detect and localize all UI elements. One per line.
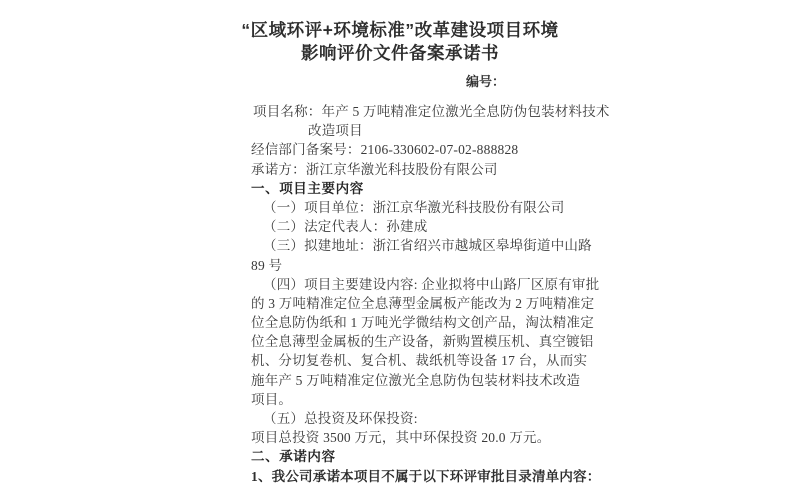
doc-line: 机、分切复卷机、复合机、裁纸机等设备 17 台，从而实 [251, 353, 588, 369]
doc-line: （三）拟建地址：浙江省绍兴市越城区皋埠街道中山路 [263, 238, 592, 254]
doc-line: （一）项目单位：浙江京华激光科技股份有限公司 [263, 199, 565, 215]
doc-line: 1、我公司承诺本项目不属于以下环评审批目录清单内容： [251, 468, 601, 484]
doc-line: （四）项目主要建设内容: 企业拟将中山路厂区原有审批 [263, 276, 600, 292]
document-title-line1: “区域环评+环境标准”改革建设项目环境 [241, 20, 559, 40]
doc-line: 的 3 万吨精准定位全息薄型金属板产能改为 2 万吨精准定 [251, 295, 595, 311]
doc-line: 89 号 [251, 257, 283, 273]
doc-line: 施年产 5 万吨精准定位激光全息防伪包装材料技术改造 [251, 372, 581, 388]
doc-line: 二、承诺内容 [251, 449, 336, 465]
doc-line: （二）法定代表人：孙建成 [263, 219, 428, 235]
doc-line: 位全息防伪纸和 1 万吨光学微结构文创产品，淘汰精准定 [251, 315, 594, 331]
document-title [0, 19, 800, 65]
doc-line: 项目总投资 3500 万元，其中环保投资 20.0 万元。 [251, 430, 551, 446]
document-body [251, 102, 651, 486]
doc-line: （五）总投资及环保投资: [263, 411, 418, 426]
serial-number-label: 编号： [466, 74, 506, 89]
doc-line: 经信部门备案号：2106-330602-07-02-888828 [251, 142, 519, 158]
doc-line: 项目名称：年产 5 万吨精准定位激光全息防伪包装材料技术 [253, 104, 610, 119]
doc-line: 改造项目 [308, 123, 363, 139]
doc-line: 承诺方：浙江京华激光科技股份有限公司 [251, 161, 498, 177]
doc-line: 一、项目主要内容 [251, 180, 364, 196]
document-title-line2: 影响评价文件备案承诺书 [301, 43, 499, 63]
doc-line: 项目。 [251, 391, 293, 407]
doc-line: 位全息薄型金属板的生产设备，新购置模压机、真空镀铝 [251, 334, 594, 350]
